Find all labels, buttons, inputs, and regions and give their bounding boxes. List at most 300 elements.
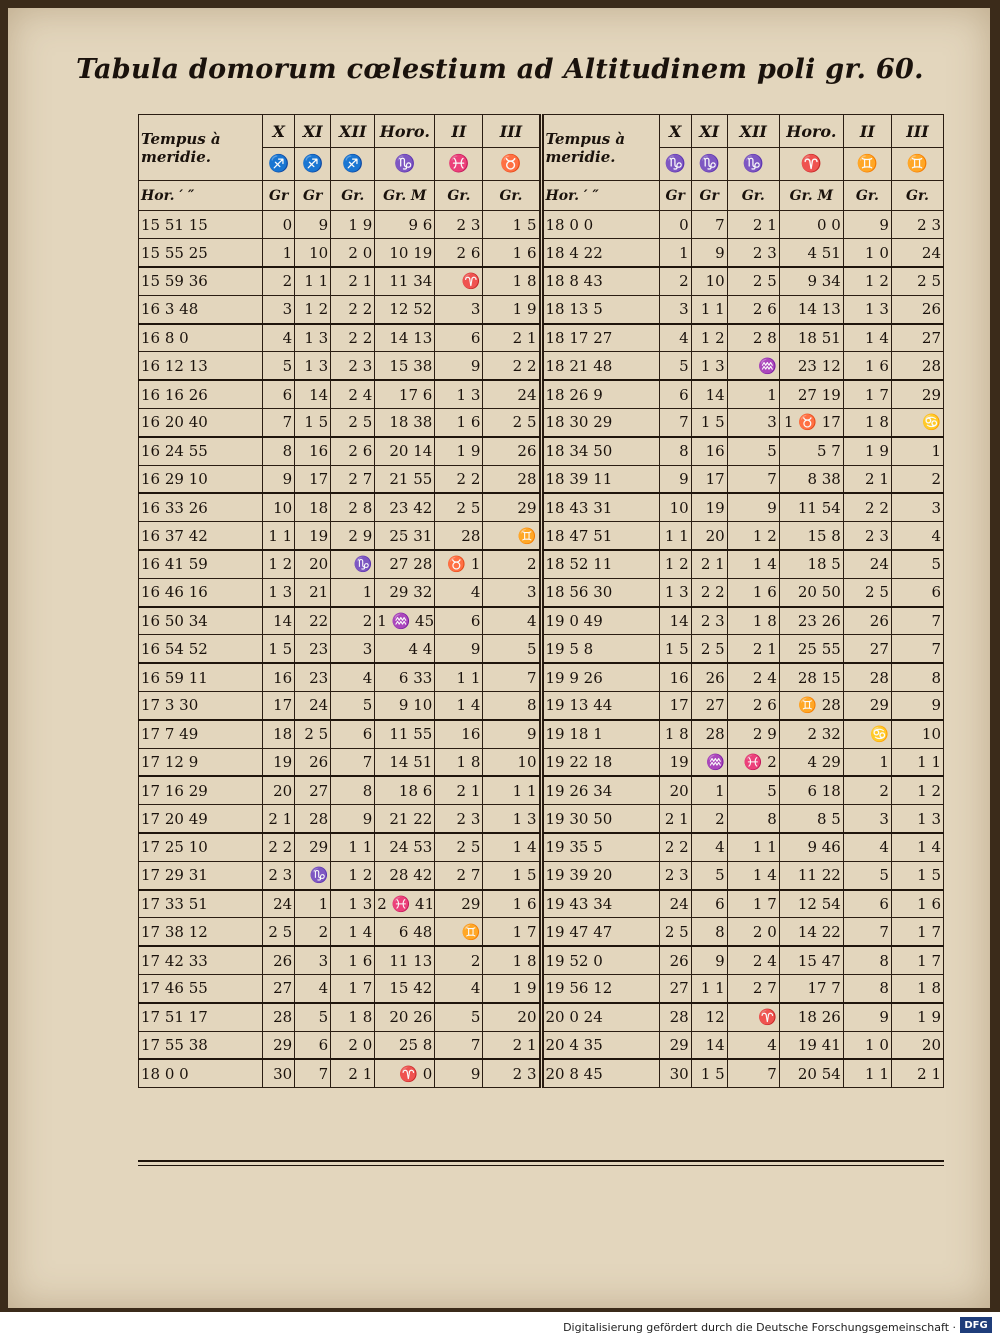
degree-cell: 18: [263, 720, 295, 748]
degree-cell: ♊: [435, 918, 483, 946]
degree-cell: 1 3: [295, 324, 331, 352]
time-cell: 18 17 27: [543, 324, 659, 352]
degree-cell: 17: [691, 465, 727, 493]
table-row: [139, 239, 540, 267]
table-row: [543, 493, 944, 521]
degree-cell: 1: [727, 380, 779, 408]
degree-cell: 27: [691, 692, 727, 720]
degree-cell: 27 19: [779, 380, 843, 408]
table-row: [543, 550, 944, 578]
degree-cell: 4 51: [779, 239, 843, 267]
table-row: [543, 946, 944, 974]
table-row: [543, 805, 944, 833]
degree-cell: 1 1: [263, 522, 295, 550]
degree-cell: 19: [659, 748, 691, 776]
time-cell: 16 16 26: [139, 380, 263, 408]
degree-cell: 3: [295, 946, 331, 974]
degree-cell: 4: [263, 324, 295, 352]
degree-cell: 18 6: [375, 776, 435, 804]
degree-cell: 8: [483, 692, 539, 720]
table-row: [543, 692, 944, 720]
degree-cell: 6 48: [375, 918, 435, 946]
degree-cell: 16: [263, 663, 295, 691]
degree-cell: 20 54: [779, 1059, 843, 1087]
degree-cell: 1 3: [891, 805, 943, 833]
degree-cell: 2 0: [727, 918, 779, 946]
degree-cell: 1: [295, 890, 331, 918]
degree-cell: 27: [659, 975, 691, 1003]
digitization-credit: Digitalisierung gefördert durch die Deutsche Forschungsgemeinschaft ·: [0, 1312, 1000, 1342]
degree-cell: 2 1: [891, 1059, 943, 1087]
degree-cell: 5: [727, 776, 779, 804]
degree-cell: 2 1: [263, 805, 295, 833]
degree-cell: 27: [263, 975, 295, 1003]
degree-cell: 12 52: [375, 295, 435, 323]
degree-cell: 7: [483, 663, 539, 691]
time-cell: 17 42 33: [139, 946, 263, 974]
table-row: [139, 918, 540, 946]
time-cell: 16 41 59: [139, 550, 263, 578]
degree-cell: 1 6: [483, 890, 539, 918]
time-cell: 19 0 49: [543, 607, 659, 635]
degree-cell: 10: [295, 239, 331, 267]
degree-cell: 21 22: [375, 805, 435, 833]
degree-cell: 29: [295, 833, 331, 861]
degree-cell: 17 7: [779, 975, 843, 1003]
table-row: [139, 295, 540, 323]
degree-cell: 4: [435, 578, 483, 606]
degree-cell: 1 1: [659, 522, 691, 550]
time-cell: 17 38 12: [139, 918, 263, 946]
degree-cell: 1 8: [331, 1003, 375, 1031]
time-cell: 17 7 49: [139, 720, 263, 748]
degree-cell: 1 3: [843, 295, 891, 323]
time-cell: 16 46 16: [139, 578, 263, 606]
degree-cell: 1 5: [295, 409, 331, 437]
time-cell: 17 16 29: [139, 776, 263, 804]
time-cell: 19 39 20: [543, 861, 659, 889]
degree-cell: 7: [659, 409, 691, 437]
degree-cell: 2 7: [435, 861, 483, 889]
degree-cell: ♈ 0: [375, 1059, 435, 1087]
table-row: [543, 635, 944, 663]
table-row: [543, 975, 944, 1003]
degree-cell: 2 1: [843, 465, 891, 493]
table-row: [139, 465, 540, 493]
time-cell: 19 56 12: [543, 975, 659, 1003]
time-cell: 17 46 55: [139, 975, 263, 1003]
degree-cell: 12 54: [779, 890, 843, 918]
degree-cell: 1 7: [891, 946, 943, 974]
degree-cell: 2 2: [659, 833, 691, 861]
degree-cell: ♋: [891, 409, 943, 437]
table-row: [139, 946, 540, 974]
time-cell: 17 3 30: [139, 692, 263, 720]
degree-cell: 14 51: [375, 748, 435, 776]
table-row: [139, 380, 540, 408]
degree-cell: 0: [263, 211, 295, 239]
tempus-header: [139, 115, 263, 181]
degree-cell: 1 5: [659, 635, 691, 663]
degree-cell: 2 2: [263, 833, 295, 861]
right-table: [543, 114, 945, 1088]
degree-cell: 28: [691, 720, 727, 748]
degree-cell: 10: [659, 493, 691, 521]
time-cell: 20 8 45: [543, 1059, 659, 1087]
degree-cell: 2: [691, 805, 727, 833]
degree-cell: 9 10: [375, 692, 435, 720]
degree-cell: 1 8: [659, 720, 691, 748]
degree-cell: 2: [263, 267, 295, 295]
table-row: [543, 861, 944, 889]
degree-cell: 28: [435, 522, 483, 550]
degree-cell: 1: [891, 437, 943, 465]
table-row: [139, 720, 540, 748]
degree-cell: 1 6: [843, 352, 891, 380]
degree-cell: 26: [295, 748, 331, 776]
time-cell: 19 35 5: [543, 833, 659, 861]
degree-cell: 1 5: [691, 409, 727, 437]
degree-cell: 1 3: [691, 352, 727, 380]
degree-cell: 9: [843, 211, 891, 239]
unit-header: Gr. M: [779, 181, 843, 211]
degree-cell: 30: [659, 1059, 691, 1087]
degree-cell: 8: [843, 975, 891, 1003]
degree-cell: 19 41: [779, 1031, 843, 1059]
degree-cell: 3: [891, 493, 943, 521]
degree-cell: 2 7: [727, 975, 779, 1003]
degree-cell: 2 6: [727, 295, 779, 323]
degree-cell: 3: [331, 635, 375, 663]
degree-cell: 1 5: [483, 861, 539, 889]
degree-cell: 1 9: [435, 437, 483, 465]
time-cell: 16 24 55: [139, 437, 263, 465]
degree-cell: 6: [659, 380, 691, 408]
left-table-body: [139, 211, 540, 1088]
unit-header: Gr: [691, 181, 727, 211]
degree-cell: 1 8: [483, 946, 539, 974]
meridie-label: meridie.: [141, 147, 211, 166]
table-row: [139, 975, 540, 1003]
degree-cell: 7: [331, 748, 375, 776]
time-cell: 18 34 50: [543, 437, 659, 465]
degree-cell: 2 1: [691, 550, 727, 578]
degree-cell: 20: [891, 1031, 943, 1059]
table-row: [543, 239, 944, 267]
degree-cell: 1 2: [295, 295, 331, 323]
degree-cell: 26: [891, 295, 943, 323]
table-row: [139, 324, 540, 352]
table-row: [139, 211, 540, 239]
degree-cell: 28: [295, 805, 331, 833]
degree-cell: 2: [331, 607, 375, 635]
degree-cell: 1 1: [483, 776, 539, 804]
zodiac-sign: ♉: [483, 148, 539, 181]
degree-cell: 19: [295, 522, 331, 550]
time-cell: 16 8 0: [139, 324, 263, 352]
time-cell: 16 54 52: [139, 635, 263, 663]
degree-cell: 18 51: [779, 324, 843, 352]
degree-cell: 2 1: [331, 1059, 375, 1087]
degree-cell: 16: [659, 663, 691, 691]
time-cell: 18 47 51: [543, 522, 659, 550]
degree-cell: 29: [435, 890, 483, 918]
degree-cell: 2 3: [435, 211, 483, 239]
table-row: [543, 720, 944, 748]
table-row: [139, 635, 540, 663]
degree-cell: 2 5: [263, 918, 295, 946]
time-cell: 16 20 40: [139, 409, 263, 437]
degree-cell: 2 32: [779, 720, 843, 748]
degree-cell: 4: [295, 975, 331, 1003]
degree-cell: 1 3: [263, 578, 295, 606]
degree-cell: 2 3: [659, 861, 691, 889]
degree-cell: 6: [891, 578, 943, 606]
degree-cell: 4 4: [375, 635, 435, 663]
degree-cell: 1 5: [691, 1059, 727, 1087]
degree-cell: 1 9: [483, 295, 539, 323]
unit-header: Gr.: [727, 181, 779, 211]
degree-cell: 2 9: [727, 720, 779, 748]
time-cell: 17 20 49: [139, 805, 263, 833]
degree-cell: 23: [295, 635, 331, 663]
degree-cell: 6: [691, 890, 727, 918]
degree-cell: 21 55: [375, 465, 435, 493]
degree-cell: 2 3: [263, 861, 295, 889]
degree-cell: 8: [843, 946, 891, 974]
tempus-label: Tempus à: [545, 129, 626, 148]
unit-header: Gr: [295, 181, 331, 211]
degree-cell: 8: [331, 776, 375, 804]
degree-cell: 7: [727, 465, 779, 493]
degree-cell: 1 2: [691, 324, 727, 352]
degree-cell: 1 7: [891, 918, 943, 946]
degree-cell: 20 50: [779, 578, 843, 606]
degree-cell: 8: [691, 918, 727, 946]
time-cell: 16 37 42: [139, 522, 263, 550]
degree-cell: 1 3: [331, 890, 375, 918]
degree-cell: 20: [691, 522, 727, 550]
time-cell: 20 0 24: [543, 1003, 659, 1031]
degree-cell: 9: [691, 239, 727, 267]
degree-cell: 1 3: [435, 380, 483, 408]
degree-cell: 25 55: [779, 635, 843, 663]
degree-cell: 1 6: [891, 890, 943, 918]
degree-cell: 2 2: [331, 324, 375, 352]
degree-cell: 2 8: [331, 493, 375, 521]
degree-cell: 23 12: [779, 352, 843, 380]
degree-cell: 29: [263, 1031, 295, 1059]
degree-cell: 2 2: [483, 352, 539, 380]
degree-cell: 2 4: [727, 663, 779, 691]
degree-cell: 1 4: [483, 833, 539, 861]
degree-cell: 15 47: [779, 946, 843, 974]
degree-cell: 10 19: [375, 239, 435, 267]
degree-cell: 15 38: [375, 352, 435, 380]
table-row: [139, 1031, 540, 1059]
degree-cell: 5: [727, 437, 779, 465]
right-table-container: [543, 114, 945, 1088]
degree-cell: 18: [295, 493, 331, 521]
degree-cell: 29: [891, 380, 943, 408]
table-row: [139, 437, 540, 465]
time-cell: 19 26 34: [543, 776, 659, 804]
degree-cell: 2: [659, 267, 691, 295]
degree-cell: 14: [691, 380, 727, 408]
degree-cell: 1: [691, 776, 727, 804]
col-header: XI: [691, 115, 727, 148]
degree-cell: 2 1: [483, 324, 539, 352]
degree-cell: 5: [659, 352, 691, 380]
degree-cell: 17 6: [375, 380, 435, 408]
degree-cell: 4: [659, 324, 691, 352]
col-header: III: [483, 115, 539, 148]
table-row: [139, 833, 540, 861]
zodiac-sign: ♈: [779, 148, 843, 181]
degree-cell: 2: [435, 946, 483, 974]
degree-cell: 2 2: [331, 295, 375, 323]
degree-cell: 14 13: [375, 324, 435, 352]
degree-cell: 2 9: [331, 522, 375, 550]
degree-cell: 24: [659, 890, 691, 918]
zodiac-sign: ♑: [727, 148, 779, 181]
degree-cell: 9: [843, 1003, 891, 1031]
unit-header: Gr.: [483, 181, 539, 211]
time-cell: 18 56 30: [543, 578, 659, 606]
unit-header: Gr.: [891, 181, 943, 211]
degree-cell: 1 8: [727, 607, 779, 635]
degree-cell: 5: [483, 635, 539, 663]
degree-cell: 19: [691, 493, 727, 521]
degree-cell: 1 4: [727, 861, 779, 889]
degree-cell: 1 8: [435, 748, 483, 776]
degree-cell: 2 5: [691, 635, 727, 663]
degree-cell: 2: [843, 776, 891, 804]
time-cell: 19 47 47: [543, 918, 659, 946]
table-row: [139, 692, 540, 720]
degree-cell: ♋: [843, 720, 891, 748]
degree-cell: 10: [891, 720, 943, 748]
degree-cell: 25 31: [375, 522, 435, 550]
degree-cell: 17: [659, 692, 691, 720]
degree-cell: 15 42: [375, 975, 435, 1003]
unit-header: Gr.: [435, 181, 483, 211]
unit-header: Hor. ′ ″: [543, 181, 659, 211]
degree-cell: 3: [435, 295, 483, 323]
degree-cell: 4: [891, 522, 943, 550]
degree-cell: 2 1: [435, 776, 483, 804]
degree-cell: 27: [843, 635, 891, 663]
degree-cell: 20: [483, 1003, 539, 1031]
degree-cell: 1 3: [659, 578, 691, 606]
table-row: [139, 522, 540, 550]
table-row: [139, 550, 540, 578]
degree-cell: 1 4: [435, 692, 483, 720]
table-row: [139, 578, 540, 606]
table-row: [543, 352, 944, 380]
degree-cell: 1 2: [659, 550, 691, 578]
degree-cell: 29: [483, 493, 539, 521]
degree-cell: 7: [263, 409, 295, 437]
degree-cell: 15 8: [779, 522, 843, 550]
degree-cell: 5: [263, 352, 295, 380]
degree-cell: 0: [659, 211, 691, 239]
degree-cell: 19: [263, 748, 295, 776]
degree-cell: 1 7: [331, 975, 375, 1003]
degree-cell: 1 8: [483, 267, 539, 295]
zodiac-sign: ♊: [843, 148, 891, 181]
degree-cell: 2 1: [331, 267, 375, 295]
degree-cell: 1 2: [843, 267, 891, 295]
table-row: [543, 437, 944, 465]
table-row: [543, 918, 944, 946]
time-cell: 16 29 10: [139, 465, 263, 493]
degree-cell: 24: [843, 550, 891, 578]
degree-cell: 1 6: [727, 578, 779, 606]
time-cell: 16 50 34: [139, 607, 263, 635]
degree-cell: ♊ 28: [779, 692, 843, 720]
degree-cell: 1 7: [843, 380, 891, 408]
degree-cell: 10: [691, 267, 727, 295]
degree-cell: 9 46: [779, 833, 843, 861]
degree-cell: 2 4: [727, 946, 779, 974]
degree-cell: 18 38: [375, 409, 435, 437]
degree-cell: 28: [483, 465, 539, 493]
degree-cell: 8 5: [779, 805, 843, 833]
time-cell: 18 8 43: [543, 267, 659, 295]
degree-cell: 2 5: [435, 493, 483, 521]
time-cell: 19 13 44: [543, 692, 659, 720]
degree-cell: 9 34: [779, 267, 843, 295]
time-cell: 17 55 38: [139, 1031, 263, 1059]
col-header: XI: [295, 115, 331, 148]
degree-cell: 26: [691, 663, 727, 691]
right-table-body: [543, 211, 944, 1088]
degree-cell: 1 9: [483, 975, 539, 1003]
table-row: [139, 663, 540, 691]
degree-cell: ♒: [727, 352, 779, 380]
degree-cell: 6: [435, 324, 483, 352]
degree-cell: 27: [295, 776, 331, 804]
table-row: [139, 1003, 540, 1031]
col-header: III: [891, 115, 943, 148]
left-table: [138, 114, 540, 1088]
tempus-label: Tempus à: [141, 129, 221, 148]
table-row: [543, 748, 944, 776]
time-cell: 17 25 10: [139, 833, 263, 861]
degree-cell: 11 34: [375, 267, 435, 295]
degree-cell: 16: [435, 720, 483, 748]
time-cell: 19 52 0: [543, 946, 659, 974]
degree-cell: 24: [483, 380, 539, 408]
unit-header: Gr.: [331, 181, 375, 211]
degree-cell: 3: [843, 805, 891, 833]
col-header: X: [659, 115, 691, 148]
degree-cell: 8: [727, 805, 779, 833]
zodiac-sign: ♊: [891, 148, 943, 181]
degree-cell: 24 53: [375, 833, 435, 861]
degree-cell: 24: [263, 890, 295, 918]
degree-cell: 9: [483, 720, 539, 748]
degree-cell: 2 6: [435, 239, 483, 267]
degree-cell: 7: [691, 211, 727, 239]
degree-cell: 24: [295, 692, 331, 720]
tempus-header: [543, 115, 659, 181]
degree-cell: 2 7: [331, 465, 375, 493]
degree-cell: 1 4: [843, 324, 891, 352]
degree-cell: 2 2: [691, 578, 727, 606]
degree-cell: 9: [295, 211, 331, 239]
